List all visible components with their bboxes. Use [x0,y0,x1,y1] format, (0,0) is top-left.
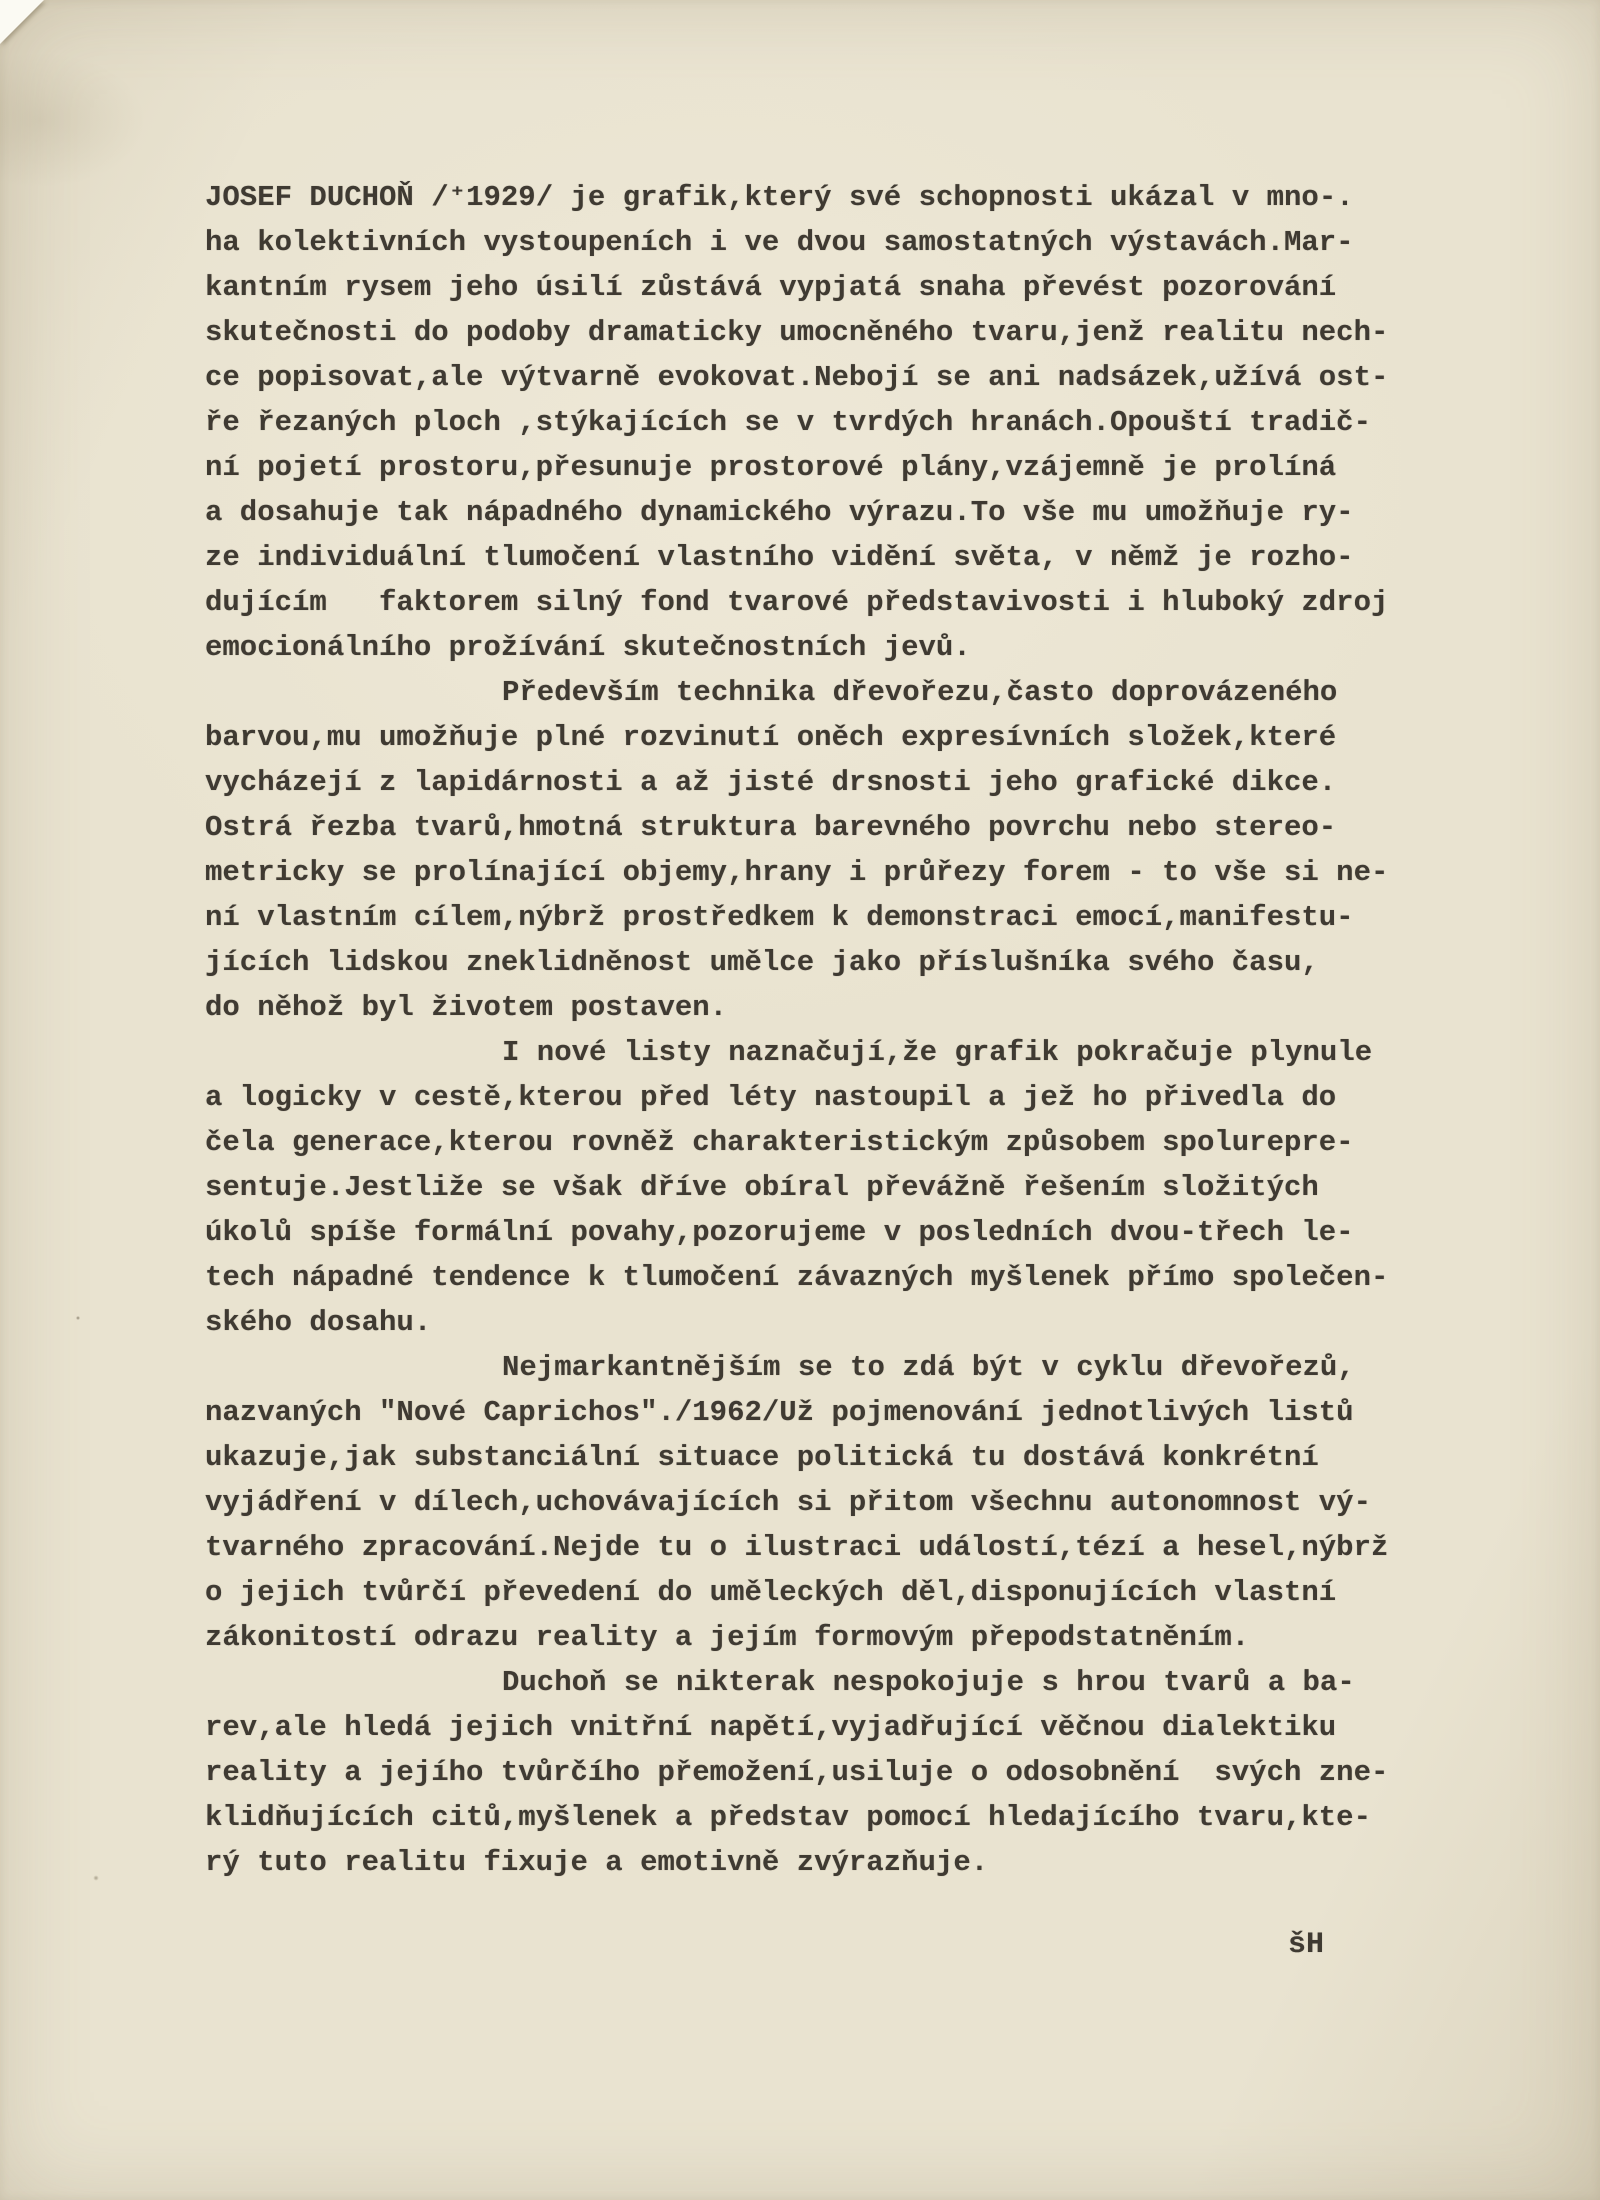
typed-line: rev,ale hledá jejich vnitřní napětí,vyjadřující věčnou dialektiku [205,1711,1337,1744]
typed-line: reality a jejího tvůrčího přemožení,usiluje o odosobnění svých zne- [205,1756,1389,1789]
signature-initials: šH [1288,1928,1325,1962]
typed-line: nazvaných "Nové Caprichos"./1962/Už pojmenování jednotlivých listů [205,1396,1354,1429]
typed-line: a dosahuje tak nápadného dynamického výrazu.To vše mu umožňuje ry- [205,496,1354,529]
typed-line: I nové listy naznačují,že grafik pokračuje plynule [502,1036,1373,1069]
typed-line: ní pojetí prostoru,přesunuje prostorové plány,vzájemně je prolíná [205,451,1337,484]
typed-line: a logicky v cestě,kterou před léty nastoupil a jež ho přivedla do [205,1081,1337,1114]
typed-line: ce popisovat,ale výtvarně evokovat.Nebojí se ani nadsázek,užívá ost- [205,361,1389,394]
folded-corner-top-left [0,0,44,44]
typed-line: tech nápadné tendence k tlumočení závazných myšlenek přímo společen- [205,1261,1389,1294]
typed-line: jících lidskou zneklidněnost umělce jako příslušníka svého času, [205,946,1319,979]
typed-line: do něhož byl životem postaven. [205,991,728,1024]
typed-line: JOSEF DUCHOŇ /⁺1929/ je grafik,který své schopnosti ukázal v mno-. [205,181,1354,214]
typed-text-block [205,175,1455,1885]
typed-line: Nejmarkantnějším se to zdá být v cyklu dřevořezů, [502,1351,1355,1384]
typed-line: sentuje.Jestliže se však dříve obíral převážně řešením složitých [205,1171,1319,1204]
typed-line: tvarného zpracování.Nejde tu o ilustraci událostí,tézí a hesel,nýbrž [205,1531,1389,1564]
typed-line: kantním rysem jeho úsilí zůstává vypjatá snaha převést pozorování [205,271,1337,304]
typed-line: skutečnosti do podoby dramaticky umocněného tvaru,jenž realitu nech- [205,316,1389,349]
typed-line: klidňujících citů,myšlenek a představ pomocí hledajícího tvaru,kte- [205,1801,1371,1834]
typed-line: ře řezaných ploch ,stýkajících se v tvrdých hranách.Opouští tradič- [205,406,1371,439]
typed-line: vycházejí z lapidárnosti a až jisté drsnosti jeho grafické dikce. [205,766,1337,799]
typed-line: Ostrá řezba tvarů,hmotná struktura barevného povrchu nebo stereo- [205,811,1337,844]
typed-line: barvou,mu umožňuje plné rozvinutí oněch expresívních složek,které [205,721,1337,754]
typed-line: Duchoň se nikterak nespokojuje s hrou tvarů a ba- [502,1666,1355,1699]
typed-line: úkolů spíše formální povahy,pozorujeme v posledních dvou-třech le- [205,1216,1354,1249]
typed-line: o jejich tvůrčí převedení do uměleckých děl,disponujících vlastní [205,1576,1337,1609]
typed-line: ského dosahu. [205,1306,432,1339]
typed-line: metricky se prolínající objemy,hrany i průřezy forem - to vše si ne- [205,856,1389,889]
typed-line: emocionálního prožívání skutečnostních jevů. [205,631,971,664]
typed-line: ze individuální tlumočení vlastního vidění světa, v němž je rozho- [205,541,1354,574]
typed-line: vyjádření v dílech,uchovávajících si přitom všechnu autonomnost vý- [205,1486,1371,1519]
typed-line: ukazuje,jak substanciální situace politická tu dostává konkrétní [205,1441,1319,1474]
typed-line: rý tuto realitu fixuje a emotivně zvýrazňuje. [205,1846,989,1879]
typed-line: ha kolektivních vystoupeních i ve dvou samostatných výstavách.Mar- [205,226,1354,259]
typed-line: čela generace,kterou rovněž charakteristickým způsobem spolurepre- [205,1126,1354,1159]
typed-line: dujícím faktorem silný fond tvarové představivosti i hluboký zdroj [205,586,1389,619]
typed-line: Především technika dřevořezu,často doprovázeného [502,676,1338,709]
typed-line: ní vlastním cílem,nýbrž prostředkem k demonstraci emocí,manifestu- [205,901,1354,934]
typed-line: zákonitostí odrazu reality a jejím formovým přepodstatněním. [205,1621,1250,1654]
